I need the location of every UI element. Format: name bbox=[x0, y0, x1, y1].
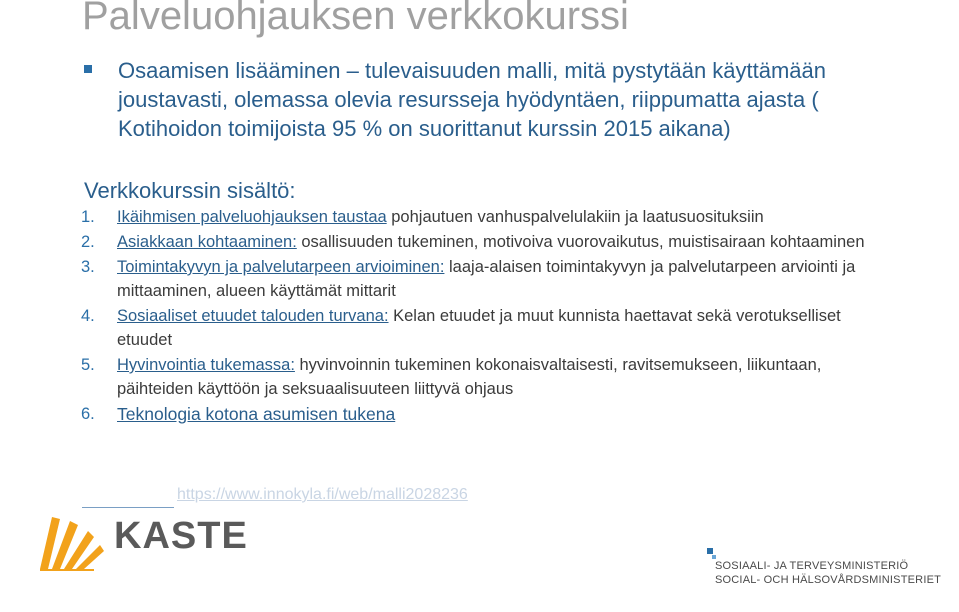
contents-list bbox=[81, 205, 881, 427]
list-item bbox=[81, 255, 881, 303]
item-topic-link[interactable]: Toimintakyvyn ja palvelutarpeen arvioiminen: bbox=[117, 258, 445, 276]
link-underline-rule bbox=[82, 507, 174, 508]
slide-title: Palveluohjauksen verkkokurssi bbox=[82, 0, 629, 38]
item-number: 1. bbox=[81, 208, 95, 226]
item-topic-link[interactable]: Asiakkaan kohtaaminen: bbox=[117, 233, 297, 251]
kaste-sunburst-icon bbox=[38, 513, 110, 573]
item-topic-link[interactable]: Sosiaaliset etuudet talouden turvana: bbox=[117, 307, 389, 325]
item-number: 2. bbox=[81, 233, 95, 251]
item-topic-link[interactable]: Teknologia kotona asumisen tukena bbox=[117, 404, 396, 424]
item-number: 3. bbox=[81, 258, 95, 276]
ministry-logo bbox=[707, 548, 947, 588]
item-topic-link[interactable]: Hyvinvointia tukemassa: bbox=[117, 356, 295, 374]
ministry-name-fi: SOSIAALI- JA TERVEYSMINISTERIÖ bbox=[715, 560, 909, 572]
intro-bullet bbox=[84, 56, 854, 143]
list-item bbox=[81, 205, 881, 229]
item-description: laaja-alaisen toimintakyvyn ja palvelutarpeen arviointi ja mittaaminen, alueen käyttämät mittarit bbox=[117, 258, 856, 300]
kaste-wordmark: KASTE bbox=[114, 515, 248, 557]
list-item bbox=[81, 353, 881, 401]
item-description: pohjautuen vanhuspalvelulakiin ja laatusuosituksiin bbox=[386, 208, 764, 226]
item-number: 4. bbox=[81, 307, 95, 325]
contents-heading: Verkkokurssin sisältö: bbox=[84, 178, 296, 203]
list-item bbox=[81, 230, 881, 254]
square-bullet-icon bbox=[84, 65, 92, 73]
item-description: hyvinvoinnin tukeminen kokonaisvaltaisesti, ravitsemukseen, liikuntaan, päihteiden käyttöön ja seksuaalisuuteen liittyvä ohjaus bbox=[117, 356, 822, 398]
list-item bbox=[81, 402, 881, 427]
kaste-logo bbox=[38, 513, 248, 573]
ministry-name-sv: SOCIAL- OCH HÄLSOVÅRDSMINISTERIET bbox=[715, 574, 942, 586]
item-description: osallisuuden tukeminen, motivoiva vuorovaikutus, muistisairaan kohtaaminen bbox=[296, 233, 865, 251]
item-number: 5. bbox=[81, 356, 95, 374]
item-topic-link[interactable]: Ikäihmisen palveluohjauksen taustaa bbox=[117, 208, 387, 226]
intro-text: Osaamisen lisääminen – tulevaisuuden malli, mitä pystytään käyttämään joustavasti, olemassa olevia resursseja hyödyntäen, riippumatta ajasta ( Kotihoidon toimijoista 95 % on suorittanut kurssin 2015 aikana) bbox=[118, 58, 827, 141]
list-item bbox=[81, 304, 881, 352]
innokyla-link[interactable]: https://www.innokyla.fi/web/malli2028236 bbox=[177, 486, 468, 503]
item-description: Kelan etuudet ja muut kunnista haettavat sekä verotukselliset etuudet bbox=[117, 307, 841, 349]
item-number: 6. bbox=[81, 405, 95, 423]
